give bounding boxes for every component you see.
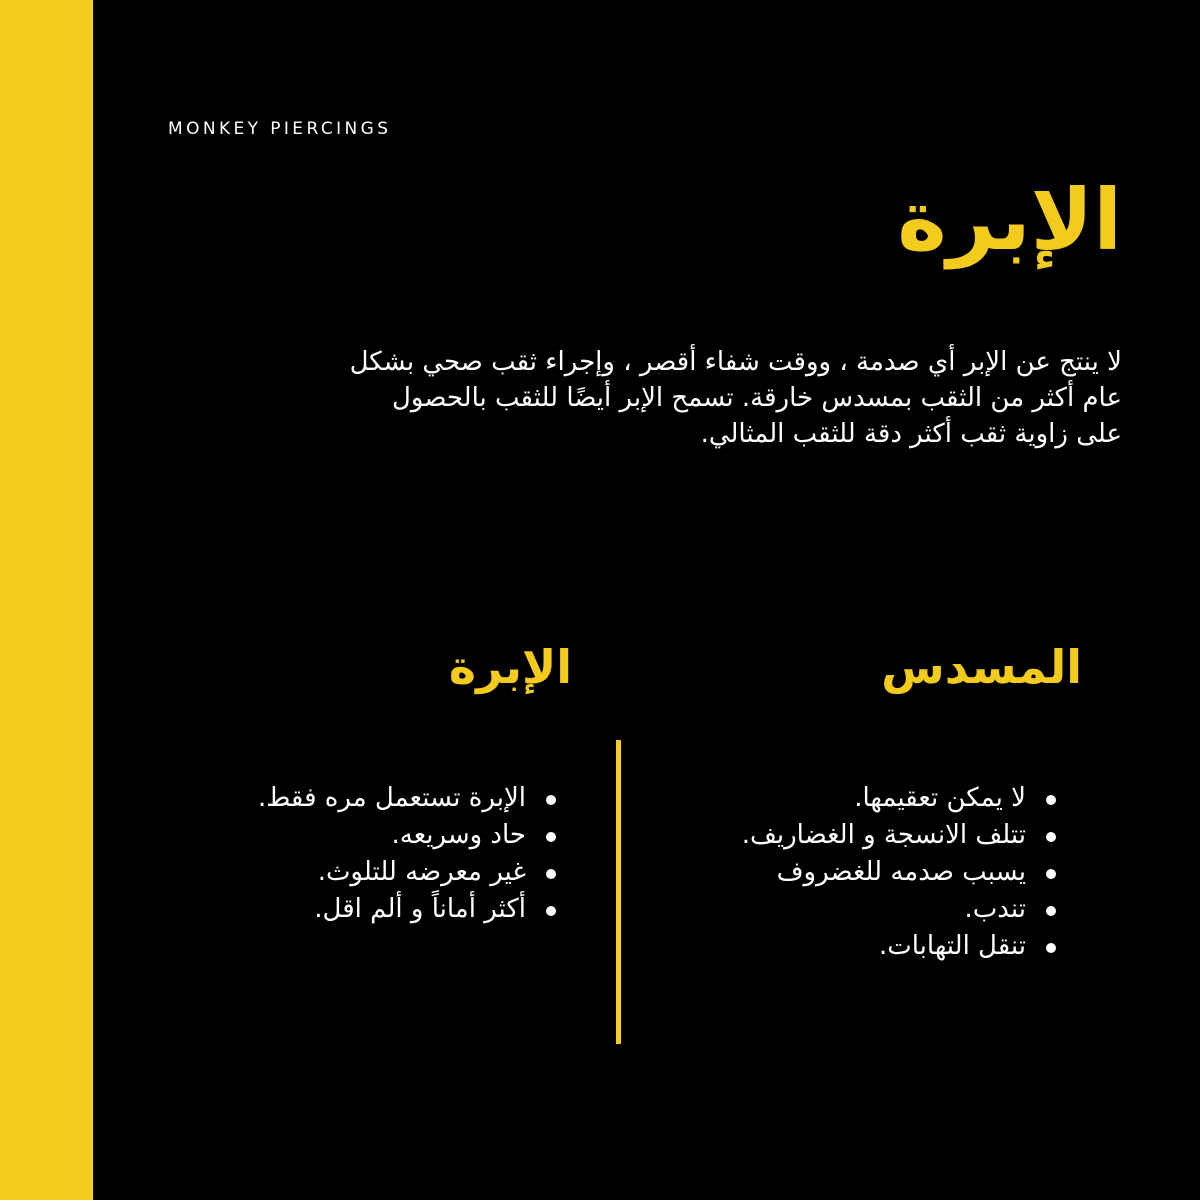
brand-name: MONKEY PIERCINGS: [168, 119, 392, 139]
intro-paragraph: لا ينتج عن الإبر أي صدمة ، ووقت شفاء أقصر ، وإجراء ثقب صحي بشكل عام أكثر من الثقب بمسدس خارقة. تسمح الإبر أيضًا للثقب بالحصول على زاوية ثقب أكثر دقة للثقب المثالي.: [349, 347, 1122, 449]
needle-column-title: الإبرة: [448, 640, 572, 694]
list-item: تنقل التهابات.: [742, 928, 1026, 965]
gun-drawbacks-list: [742, 780, 1062, 965]
list-item: أكثر أماناً و ألم اقل.: [258, 891, 526, 928]
column-divider: [616, 740, 621, 1044]
list-item: تندب.: [742, 891, 1026, 928]
list-item: لا يمكن تعقيمها.: [742, 780, 1026, 817]
gun-column-title: المسدس: [881, 640, 1082, 694]
list-item: حاد وسريعه.: [258, 817, 526, 854]
list-item: تتلف الانسجة و الغضاريف.: [742, 817, 1026, 854]
needle-benefits-list: [258, 780, 562, 928]
page-title: الإبرة: [897, 171, 1122, 269]
list-item: غير معرضه للتلوث.: [258, 854, 526, 891]
list-item: يسبب صدمه للغضروف: [742, 854, 1026, 891]
list-item: الإبرة تستعمل مره فقط.: [258, 780, 526, 817]
accent-side-bar: [0, 0, 93, 1200]
